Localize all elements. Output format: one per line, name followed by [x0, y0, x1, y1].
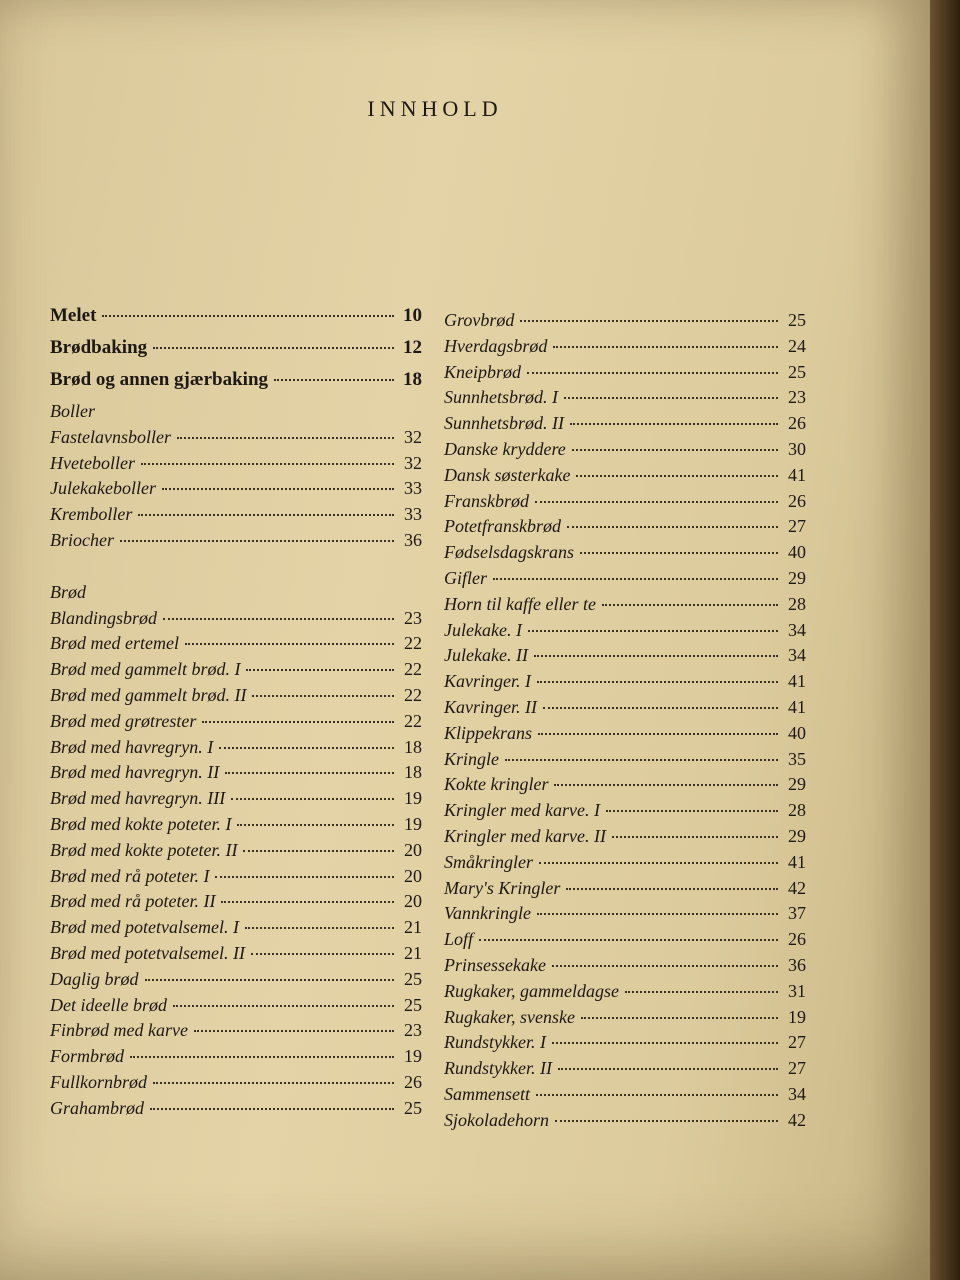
- toc-entry: [50, 762, 422, 788]
- toc-entry: [444, 1032, 806, 1058]
- toc-entry: [50, 1072, 422, 1098]
- toc-page-number: 10: [403, 305, 422, 326]
- toc-entry-title: Julekake. I: [444, 619, 522, 640]
- toc-entry: [50, 633, 422, 659]
- toc-leader-dots: [555, 1120, 778, 1122]
- toc-entry-title: Brød med grøtrester: [50, 710, 197, 731]
- toc-entry-title: Horn til kaffe eller te: [444, 593, 596, 614]
- toc-leader-dots: [543, 707, 778, 709]
- toc-entry: [444, 955, 806, 981]
- toc-page-number: 30: [788, 438, 806, 459]
- toc-leader-dots: [537, 681, 778, 683]
- toc-page-number: 25: [788, 310, 806, 330]
- toc-leader-dots: [130, 1056, 394, 1058]
- toc-entry: [50, 659, 422, 685]
- toc-page-number: 26: [404, 1071, 422, 1092]
- toc-entry: [444, 852, 806, 878]
- toc-leader-dots: [576, 475, 778, 477]
- toc-leader-dots: [566, 888, 778, 890]
- toc-entry-title: Prinsessekake: [444, 954, 546, 975]
- toc-page-number: 21: [404, 917, 422, 938]
- toc-entry-title: Brød med potetvalsemel. II: [50, 942, 245, 963]
- toc-page-number: 26: [788, 413, 806, 434]
- toc-page-number: 22: [404, 633, 422, 654]
- toc-entry: [444, 1084, 806, 1110]
- toc-leader-dots: [177, 437, 394, 439]
- toc-leader-dots: [153, 1082, 394, 1084]
- toc-leader-dots: [153, 347, 394, 349]
- toc-leader-dots: [567, 526, 778, 528]
- toc-entry-title: Sammensett: [444, 1083, 530, 1104]
- toc-leader-dots: [221, 901, 394, 903]
- toc-page-number: 32: [404, 426, 422, 447]
- toc-leader-dots: [150, 1108, 394, 1110]
- toc-entry-title: Gifler: [444, 567, 487, 588]
- toc-page-number: 41: [788, 671, 806, 692]
- toc-entry: [444, 981, 806, 1007]
- toc-entry: [444, 671, 806, 697]
- toc-leader-dots: [231, 798, 394, 800]
- page-title: INNHOLD: [367, 96, 503, 121]
- toc-page-number: 25: [404, 1097, 422, 1118]
- toc-page-number: 23: [788, 387, 806, 408]
- toc-page-number: 19: [404, 813, 422, 834]
- toc-entry-title: Julekake. II: [444, 645, 528, 666]
- toc-entry: [444, 542, 806, 568]
- toc-entry: [50, 969, 422, 995]
- toc-page-number: 24: [788, 335, 806, 356]
- toc-page-number: 25: [404, 994, 422, 1015]
- toc-leader-dots: [479, 939, 778, 941]
- toc-leader-dots: [141, 463, 394, 465]
- toc-section-heading: [50, 582, 422, 608]
- toc-entry-title: Fastelavnsboller: [50, 426, 171, 447]
- toc-leader-dots: [163, 618, 394, 620]
- toc-leader-dots: [528, 630, 778, 632]
- toc-entry: [50, 917, 422, 943]
- toc-entry: [444, 336, 806, 362]
- toc-entry: [50, 1046, 422, 1072]
- toc-leader-dots: [102, 315, 394, 317]
- toc-entry-title: Kavringer. II: [444, 696, 537, 717]
- toc-leader-dots: [534, 655, 778, 657]
- toc-leader-dots: [606, 810, 778, 812]
- toc-entry: [50, 866, 422, 892]
- toc-leader-dots: [564, 397, 778, 399]
- toc-entry-title: Klippekrans: [444, 722, 532, 743]
- toc-page-number: 22: [404, 659, 422, 680]
- toc-entry: [444, 749, 806, 775]
- toc-leader-dots: [120, 540, 394, 542]
- toc-entry-title: Brød med rå poteter. I: [50, 865, 210, 886]
- toc-entry-title: Vannkringle: [444, 903, 531, 924]
- toc-entry: [50, 608, 422, 634]
- toc-leader-dots: [612, 836, 778, 838]
- toc-entry-title: Mary's Kringler: [444, 877, 561, 898]
- toc-entry-title: Franskbrød: [444, 490, 529, 511]
- toc-entry-title: Brød med havregryn. II: [50, 762, 220, 783]
- toc-entry: [444, 929, 806, 955]
- toc-page-number: 27: [788, 1058, 806, 1079]
- toc-entry-title: Brød med kokte poteter. I: [50, 813, 232, 834]
- toc-page-number: 20: [404, 891, 422, 912]
- toc-page-number: 23: [404, 607, 422, 628]
- toc-entry: [444, 439, 806, 465]
- toc-page-number: 32: [404, 452, 422, 473]
- toc-section-heading: [50, 401, 422, 427]
- toc-leader-dots: [527, 372, 778, 374]
- toc-left-column: [50, 305, 422, 1124]
- toc-entry-title: Brød med havregryn. III: [50, 788, 226, 809]
- toc-entry: [50, 788, 422, 814]
- toc-page-number: 27: [788, 516, 806, 537]
- toc-entry-title: Loff: [444, 929, 474, 950]
- toc-entry: [444, 903, 806, 929]
- toc-page-number: 27: [788, 1032, 806, 1053]
- toc-entry-title: Småkringler: [444, 851, 533, 872]
- toc-entry-title: Fullkornbrød: [50, 1071, 147, 1092]
- toc-entry: [50, 711, 422, 737]
- toc-entry-title: Formbrød: [50, 1046, 125, 1067]
- toc-entry: [444, 774, 806, 800]
- toc-entry: [50, 478, 422, 504]
- toc-entry-title: Grahambrød: [50, 1097, 145, 1118]
- toc-page-number: 18: [403, 369, 422, 390]
- toc-page-number: 19: [404, 1046, 422, 1067]
- toc-leader-dots: [194, 1030, 394, 1032]
- toc-leader-dots: [162, 488, 394, 490]
- toc-entry: [50, 504, 422, 530]
- toc-leader-dots: [245, 927, 394, 929]
- toc-page-number: 42: [788, 877, 806, 898]
- toc-entry: [444, 516, 806, 542]
- toc-leader-dots: [558, 1068, 778, 1070]
- toc-page-number: 23: [404, 1020, 422, 1041]
- toc-entry: [444, 1110, 806, 1136]
- toc-entry-title: Kavringer. I: [444, 671, 531, 692]
- toc-entry-title: Brød med rå poteter. II: [50, 891, 216, 912]
- toc-page-number: 20: [404, 865, 422, 886]
- toc-leader-dots: [243, 850, 394, 852]
- toc-entry-title: Finbrød med karve: [50, 1020, 188, 1041]
- toc-entry: [444, 878, 806, 904]
- toc-leader-dots: [215, 876, 394, 878]
- toc-entry-title: Rundstykker. II: [444, 1058, 552, 1079]
- toc-page-number: 34: [788, 1083, 806, 1104]
- toc-page-number: 25: [788, 361, 806, 382]
- toc-entry: [50, 840, 422, 866]
- toc-entry-title: Brød med gammelt brød. II: [50, 684, 247, 705]
- toc-page-number: 29: [788, 567, 806, 588]
- toc-leader-dots: [138, 514, 394, 516]
- toc-entry: [444, 413, 806, 439]
- toc-entry: [50, 814, 422, 840]
- toc-page-number: 36: [788, 954, 806, 975]
- toc-entry-title: Brød med gammelt brød. I: [50, 659, 241, 680]
- toc-entry: [444, 645, 806, 671]
- toc-leader-dots: [539, 862, 778, 864]
- toc-page-number: 34: [788, 619, 806, 640]
- toc-entry: [444, 362, 806, 388]
- toc-leader-dots: [538, 733, 778, 735]
- toc-entry-title: Boller: [50, 401, 95, 421]
- book-spine-edge: [930, 0, 960, 1280]
- toc-page-number: 12: [403, 337, 422, 358]
- toc-entry-title: Brød med ertemel: [50, 633, 179, 654]
- toc-entry: [50, 530, 422, 556]
- toc-entry-title: Hverdagsbrød: [444, 335, 548, 356]
- toc-entry: [444, 568, 806, 594]
- toc-leader-dots: [572, 449, 778, 451]
- toc-leader-dots: [625, 991, 778, 993]
- toc-page-number: 20: [404, 839, 422, 860]
- toc-page-number: 28: [788, 593, 806, 614]
- toc-entry: [50, 427, 422, 453]
- toc-entry-title: Brød med kokte poteter. II: [50, 839, 238, 860]
- toc-entry: [50, 337, 422, 369]
- toc-entry-title: Kneipbrød: [444, 361, 522, 382]
- toc-leader-dots: [493, 578, 778, 580]
- toc-page-number: 40: [788, 722, 806, 743]
- toc-entry: [444, 800, 806, 826]
- toc-entry-title: Sjokoladehorn: [444, 1109, 549, 1130]
- toc-leader-dots: [554, 784, 778, 786]
- toc-entry-title: Sunnhetsbrød. I: [444, 387, 558, 408]
- toc-page-number: 18: [404, 762, 422, 783]
- toc-page-number: 26: [788, 929, 806, 950]
- toc-entry-title: Kringle: [444, 748, 500, 769]
- toc-page-number: 18: [404, 736, 422, 757]
- toc-entry-title: Fødselsdagskrans: [444, 542, 574, 563]
- toc-leader-dots: [237, 824, 394, 826]
- toc-page-number: 19: [404, 788, 422, 809]
- toc-gap: [50, 556, 422, 582]
- toc-page-number: 31: [788, 980, 806, 1001]
- toc-page-number: 29: [788, 774, 806, 795]
- toc-entry-title: Sunnhetsbrød. II: [444, 413, 564, 434]
- toc-entry-title: Grovbrød: [444, 310, 515, 330]
- toc-page-number: 36: [404, 529, 422, 550]
- toc-leader-dots: [552, 1042, 778, 1044]
- toc-page-number: 19: [788, 1006, 806, 1027]
- toc-entry: [444, 1007, 806, 1033]
- toc-entry: [50, 305, 422, 337]
- toc-page-number: 33: [404, 504, 422, 525]
- toc-leader-dots: [581, 1017, 778, 1019]
- toc-leader-dots: [602, 604, 778, 606]
- toc-page-number: 25: [404, 968, 422, 989]
- toc-entry: [50, 1020, 422, 1046]
- toc-page-number: 34: [788, 645, 806, 666]
- toc-leader-dots: [536, 1094, 778, 1096]
- toc-leader-dots: [173, 1005, 394, 1007]
- toc-entry: [444, 387, 806, 413]
- toc-page-number: 41: [788, 696, 806, 717]
- toc-leader-dots: [246, 669, 394, 671]
- toc-entry-title: Julekakeboller: [50, 478, 156, 499]
- toc-entry-title: Blandingsbrød: [50, 607, 158, 628]
- toc-leader-dots: [580, 552, 778, 554]
- toc-entry: [444, 826, 806, 852]
- toc-entry-title: Hveteboller: [50, 452, 135, 473]
- toc-leader-dots: [202, 721, 394, 723]
- toc-page-number: 22: [404, 710, 422, 731]
- toc-entry-title: Rugkaker, gammeldagse: [444, 980, 619, 1001]
- toc-entry: [50, 453, 422, 479]
- toc-entry-title: Kringler med karve. II: [444, 825, 606, 846]
- toc-leader-dots: [252, 695, 394, 697]
- toc-page-number: 28: [788, 800, 806, 821]
- toc-entry: [50, 1098, 422, 1124]
- toc-entry-title: Dansk søsterkake: [444, 464, 571, 485]
- toc-entry: [50, 943, 422, 969]
- toc-entry-title: Det ideelle brød: [50, 994, 167, 1015]
- toc-leader-dots: [520, 320, 778, 322]
- toc-page-number: 21: [404, 942, 422, 963]
- toc-entry-title: Brødbaking: [50, 337, 148, 358]
- toc-leader-dots: [251, 953, 394, 955]
- toc-entry-title: Briocher: [50, 529, 114, 550]
- toc-entry-title: Brød og annen gjærbaking: [50, 369, 269, 390]
- toc-entry: [444, 491, 806, 517]
- toc-entry: [444, 620, 806, 646]
- toc-entry-title: Melet: [50, 305, 97, 326]
- toc-leader-dots: [535, 501, 778, 503]
- toc-entry-title: Rundstykker. I: [444, 1032, 546, 1053]
- toc-entry-title: Brød med havregryn. I: [50, 736, 214, 757]
- toc-entry: [444, 723, 806, 749]
- toc-entry: [444, 310, 806, 336]
- toc-leader-dots: [225, 772, 394, 774]
- toc-entry-title: Daglig brød: [50, 968, 139, 989]
- toc-leader-dots: [219, 747, 394, 749]
- toc-page-number: 41: [788, 851, 806, 872]
- toc-leader-dots: [185, 643, 394, 645]
- toc-page-number: 33: [404, 478, 422, 499]
- toc-page-number: 37: [788, 903, 806, 924]
- toc-entry-title: Kremboller: [50, 504, 133, 525]
- toc-page-number: 41: [788, 464, 806, 485]
- toc-leader-dots: [505, 759, 778, 761]
- toc-entry: [444, 465, 806, 491]
- toc-entry: [444, 594, 806, 620]
- toc-entry: [444, 1058, 806, 1084]
- toc-entry-title: Brød: [50, 581, 86, 602]
- toc-entry: [444, 697, 806, 723]
- toc-page-number: 40: [788, 542, 806, 563]
- toc-entry-title: Rugkaker, svenske: [444, 1006, 575, 1027]
- toc-page-number: 42: [788, 1109, 806, 1130]
- toc-page-number: 26: [788, 490, 806, 511]
- toc-leader-dots: [274, 379, 394, 381]
- toc-entry: [50, 891, 422, 917]
- toc-leader-dots: [553, 346, 778, 348]
- toc-leader-dots: [552, 965, 778, 967]
- toc-entry-title: Kokte kringler: [444, 774, 549, 795]
- toc-entry-title: Potetfranskbrød: [444, 516, 561, 537]
- toc-entry-title: Danske kryddere: [444, 438, 566, 459]
- toc-entry: [50, 369, 422, 401]
- toc-page-number: 29: [788, 825, 806, 846]
- toc-entry-title: Kringler med karve. I: [444, 800, 600, 821]
- toc-leader-dots: [570, 423, 778, 425]
- toc-page-number: 22: [404, 684, 422, 705]
- toc-entry-title: Brød med potetvalsemel. I: [50, 917, 239, 938]
- toc-entry: [50, 685, 422, 711]
- toc-entry: [50, 737, 422, 763]
- toc-right-column: [444, 310, 806, 1136]
- toc-leader-dots: [145, 979, 394, 981]
- toc-leader-dots: [537, 913, 778, 915]
- toc-entry: [50, 995, 422, 1021]
- toc-page-number: 35: [788, 748, 806, 769]
